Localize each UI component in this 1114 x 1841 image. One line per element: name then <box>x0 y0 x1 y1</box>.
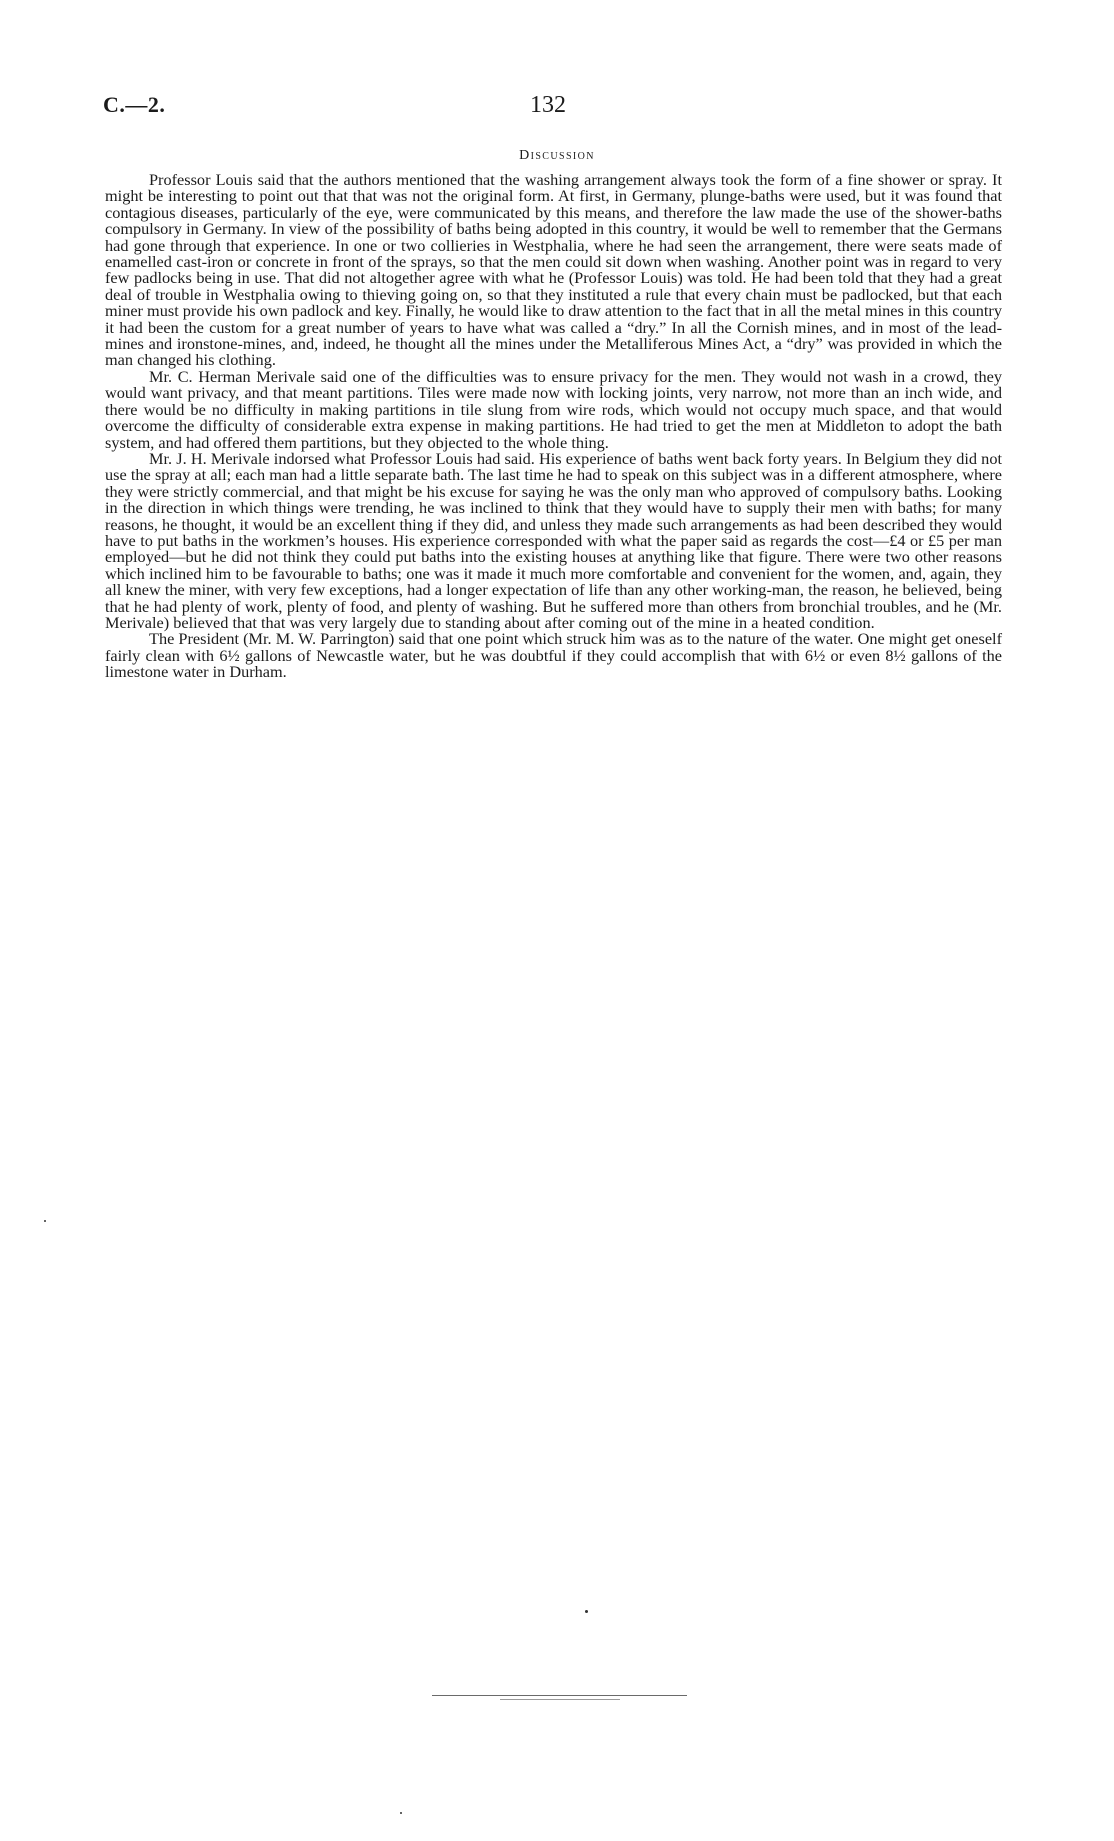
document-id: C.—2. <box>103 92 166 117</box>
paragraph-c-herman-merivale: Mr. C. Herman Merivale said one of the difficulties was to ensure privacy for the men. They would not wash in a crowd, they would want privacy, and that meant partitions. Tiles were made now with locking joints, very narrow, not more than an inch wide, and there would be no difficulty in making partitions in tile slung from wire rods, which would not occupy much space, and that would overcome the difficulty of considerable extra expense in making partitions. He had tried to get the men at Middleton to adopt the bath system, and had offered them partitions, but they objected to the whole thing. <box>105 366 1002 452</box>
paragraph-professor-louis: Professor Louis said that the authors mentioned that the washing arrangement always took the form of a fine shower or spray. It might be interesting to point out that that was not the original form. At first, in Germany, plunge-baths were used, but it was found that contagious diseases, particularly of the eye, were communicated by this means, and therefore the law made the use of the shower-baths compulsory in Germany. In view of the possibility of baths being adopted in this country, it would be well to remember that the Germans had gone through that experience. In one or two collieries in Westphalia, where he had seen the arrangement, there were seats made of enamelled cast-iron or concrete in front of the sprays, so that the men could sit down when washing. Another point was in regard to very few padlocks being in use. That did not altogether agree with what he (Professor Louis) was told. He had been told that they had a great deal of trouble in Westphalia owing to thieving going on, so that they instituted a rule that every chain must be padlocked, but that each miner must provide his own padlock and key. Finally, he would like to draw attention to the fact that in all the metal mines in this country it had been the custom for a great number of years to have what was called a “dry.” In all the Cornish mines, and in most of the lead-mines and ironstone-mines, and, indeed, he thought all the mines under the Metalliferous Mines Act, a “dry” was provided in which the man changed his clothing. <box>105 170 1002 370</box>
print-speck <box>44 1220 46 1222</box>
print-speck <box>400 1812 402 1814</box>
section-heading: Discussion <box>519 148 595 163</box>
paragraph-j-h-merivale: Mr. J. H. Merivale indorsed what Professor Louis had said. His experience of baths went back forty years. In Belgium they did not use the spray at all; each man had a little separate bath. The last time he had to speak on this subject was in a different atmosphere, where they were strictly commercial, and that might be his excuse for saying he was the only man who approved of compulsory baths. Looking in the direction in which things were trending, he was inclined to think that they would have to supply their men with baths; for many reasons, he thought, it would be an excellent thing if they did, and unless they made such arrangements as had been described they would have to put baths in the workmen’s houses. His experience corresponded with what the paper said as regards the cost—£4 or £5 per man employed—but he did not think they could put baths into the existing houses at anything like that figure. There were two other reasons which inclined him to be favourable to baths; one was it made it much more comfortable and convenient for the women, and, again, they all knew the miner, with very few exceptions, had a longer expectation of life than any other working-man, the reason, he believed, being that he had plenty of work, plenty of food, and plenty of washing. But he suffered more than others from bronchial troubles, and he (Mr. Merivale) believed that that was very largely due to standing about after coming out of the mine in a heated condition. <box>105 448 1002 632</box>
print-speck <box>585 1610 588 1613</box>
end-rule <box>432 1695 687 1696</box>
discussion-body <box>105 172 1002 681</box>
paragraph-president-parrington: The President (Mr. M. W. Parrington) said that one point which struck him was as to the nature of the water. One might get oneself fairly clean with 6½ gallons of Newcastle water, but he was doubtful if they could accomplish that with 6½ or even 8½ gallons of the limestone water in Durham. <box>105 629 1002 682</box>
end-rule-secondary <box>500 1699 620 1700</box>
page-number: 132 <box>530 92 566 118</box>
